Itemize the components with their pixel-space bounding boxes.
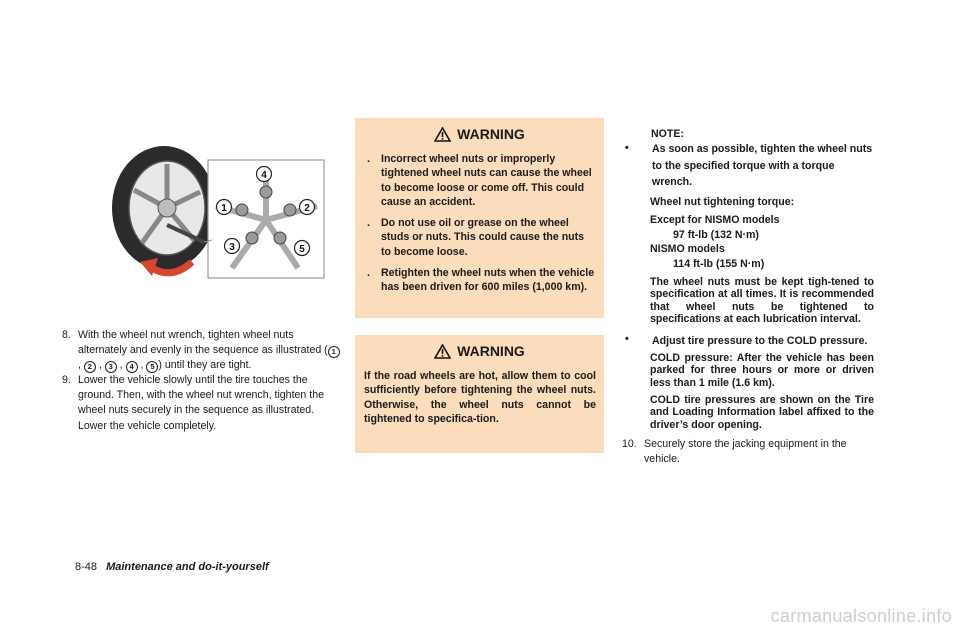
- except-value: 97 ft-lb (132 N·m): [673, 228, 759, 241]
- circled-3: 3: [105, 361, 117, 373]
- warning-box-1: [355, 118, 604, 318]
- page-footer: [75, 561, 269, 573]
- bullet: .: [367, 153, 370, 165]
- bullet: .: [367, 217, 370, 230]
- circled-2: 2: [84, 361, 96, 373]
- step-text-end: ) until they are tight.: [158, 359, 252, 372]
- cold-pressure-text: COLD pressure: After the vehicle has been parked for three hours or more or driven less than 1 mile (1.6 km).: [650, 352, 874, 389]
- section-title: Maintenance and do-it-yourself: [106, 561, 269, 573]
- step-8: 8. With the wheel nut wrench, tighten wheel nuts alternately and evenly in the sequence as illustrated ( 1 , 2 , 3 , 4 , 5 ) until they are tight.: [62, 328, 340, 373]
- callout-1: 1: [221, 203, 227, 214]
- except-label: Except for NISMO models: [650, 214, 780, 227]
- warning-box-2: [355, 335, 604, 453]
- callout-5: 5: [299, 244, 305, 255]
- torque-note: The wheel nuts must be kept tigh-tened to specification at all times. It is recommended that wheel nuts be tightened to specifications at each lubrication interval.: [650, 275, 874, 325]
- callout-4: 4: [261, 170, 267, 181]
- warning-triangle-icon: [434, 127, 451, 142]
- warning-item: . Do not use oil or grease on the wheel studs or nuts. This could cause the nuts to become loose.: [367, 217, 585, 258]
- circled-4: 4: [126, 361, 138, 373]
- warning-item: . Retighten the wheel nuts when the vehicle has been driven for 600 miles (1,000 km).: [367, 267, 595, 294]
- page-number: 8-48: [75, 561, 98, 573]
- bullet: •: [625, 142, 629, 155]
- nismo-value: 114 ft-lb (155 N·m): [673, 257, 765, 270]
- wheel-nut-sequence-illustration: [112, 130, 340, 308]
- cold-pressure-location: COLD tire pressures are shown on the Tire and Loading Information label affixed to the driver’s door opening.: [650, 394, 874, 431]
- circled-1: 1: [328, 346, 340, 358]
- step-9: [62, 373, 340, 433]
- nismo-label: NISMO models: [650, 243, 725, 256]
- step-text: With the wheel nut wrench, tighten wheel nuts alternately and evenly in the sequence as illustrated (: [78, 329, 328, 357]
- note-section: [622, 127, 874, 468]
- callout-3: 3: [229, 242, 235, 253]
- warning-text: If the road wheels are hot, allow them to cool sufficiently before tightening the wheel nuts. Otherwise, the wheel nuts cannot be tightened to specifica-tion.: [364, 370, 596, 426]
- step-number: 9.: [62, 374, 71, 387]
- callout-2: 2: [304, 203, 310, 214]
- note-item-2: • Adjust tire pressure to the COLD pressure.: [622, 332, 874, 350]
- bullet: .: [367, 267, 370, 280]
- warning-triangle-icon: [434, 344, 451, 359]
- circled-5: 5: [146, 361, 158, 373]
- warning-title: WARNING: [457, 343, 525, 359]
- step-10: [622, 437, 874, 468]
- step-number: 8.: [62, 329, 71, 341]
- warning-item: . Incorrect wheel nuts or improperly tightened wheel nuts can cause the wheel to become loose or come off. This could cause an accident.: [367, 153, 592, 208]
- watermark: carmanualsonline.info: [770, 606, 952, 626]
- step-text: Lower the vehicle slowly until the tire touches the ground. Then, with the wheel nut wrench, tighten the wheel nuts securely in the sequence as illustrated. Lower the vehicle completely.: [78, 374, 324, 432]
- bullet: •: [625, 333, 629, 346]
- warning-title: WARNING: [457, 126, 525, 142]
- torque-label: Wheel nut tightening torque:: [650, 195, 795, 208]
- step-number: 10.: [622, 437, 637, 450]
- note-item-1: • As soon as possible, tighten the wheel nuts to the specified torque with a torque wrench.: [622, 141, 874, 191]
- steps-left: [62, 328, 340, 434]
- note-label: NOTE:: [651, 128, 684, 140]
- step-text: Securely store the jacking equipment in the vehicle.: [644, 437, 847, 466]
